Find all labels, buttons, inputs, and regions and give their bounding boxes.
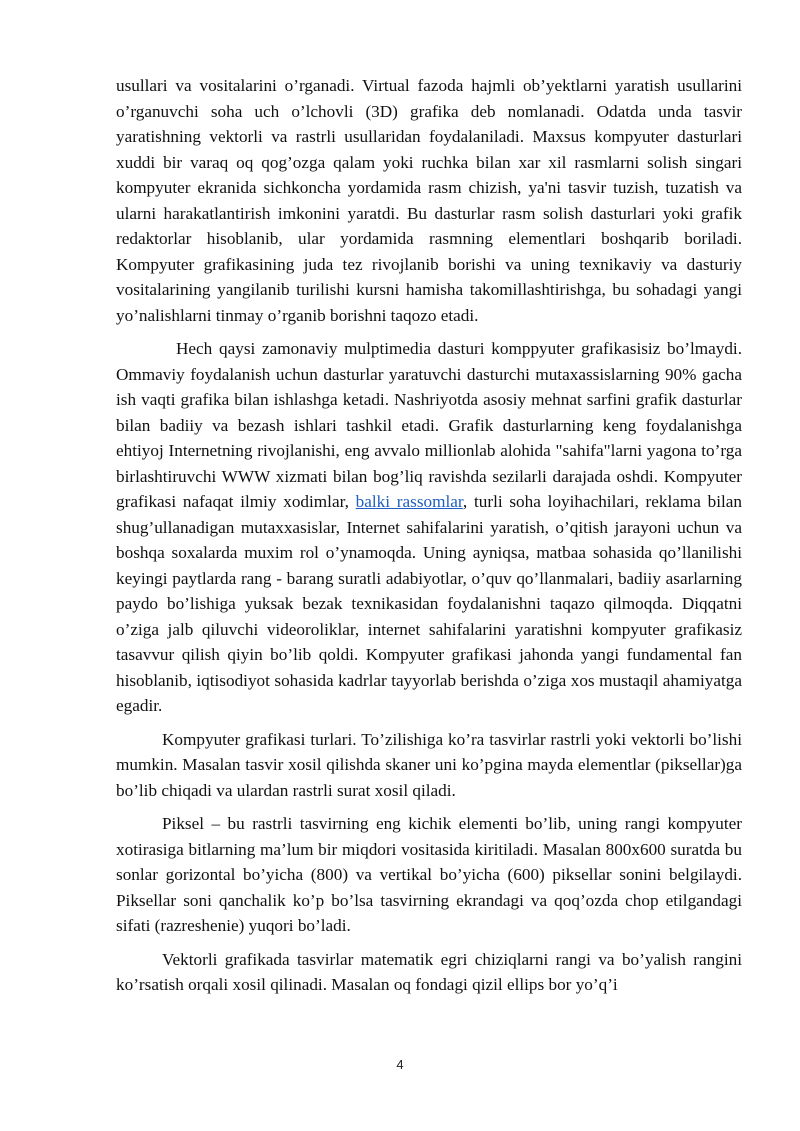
paragraph-4: Piksel – bu rastrli tasvirning eng kichik elementi bo’lib, uning rangi kompyuter xotirasiga bitlarning ma’lum bir miqdori vositasida kiritiladi. Masalan 800x600 suratda bu sonlar gorizontal bo’yicha (800) va vertikal bo’yicha (600) piksellar sonini belgilaydi. Piksellar soni qanchalik ko’p bo’lsa tasvirning ekrandagi va qoq’ozda chop etilgandagi sifati (razreshenie) yuqori bo’ladi.: [116, 814, 742, 935]
paragraph-3: Kompyuter grafikasi turlari. To’zilishiga ko’ra tasvirlar rastrli yoki vektorli bo’lishi mumkin. Masalan tasvir xosil qilishda skaner uni ko’pgina mayda elementlar (piksellar)ga bo’lib chiqadi va ulardan rastrli surat xosil qiladi.: [116, 729, 742, 800]
rassomlar-link[interactable]: balki rassomlar: [355, 492, 463, 511]
page-number: 4: [396, 1057, 404, 1072]
paragraph-5: Vektorli grafikada tasvirlar matematik egri chiziqlarni rangi va bo’yalish rangini ko’rsatish orqali xosil qilinadi. Masalan oq fondagi qizil ellips bor yo’q’i: [116, 949, 742, 994]
paragraph-1: usullari va vositalarini o’rganadi. Virtual fazoda hajmli ob’yektlarni yaratish usullarini o’rganuvchi soha uch o’lchovli (3D) grafika deb nomlanadi. Odatda unda tasvir yaratishning vektorli va rastrli usullaridan foydalaniladi. Maxsus kompyuter dasturlari xuddi bir varaq oq qog’ozga qalam yoki ruchka bilan xar xil rasmlarni solish singari kompyuter ekranida sichkoncha yordamida rasm chizish, ya'ni tasvir tuzish, tuzatish va ularni harakatlantirish imkonini yaratdi. Bu dasturlar rasm solish dasturlari yoki grafik redaktorlar hisoblanib, ular yordamida rasmning elementlari boshqarib boriladi. Kompyuter grafikasining juda tez rivojlanib borishi va uning texnikaviy va dasturiy vositalarining yangilanib turilishi kursni hamisha takomillashtirishga, bu sohadagi yangi yo’nalishlarni tinmay o’rganib borishni taqozo etadi.: [116, 76, 742, 325]
paragraph-2: [116, 336, 742, 719]
paragraph-2-part-2: , turli soha loyihachilari, reklama bilan shug’ullanadigan mutaxxasislar, Internet sahifalarini yaratish, o’qitish jarayoni uchun va boshqa soxalarda muxim rol o’ynamoqda. Uning ayniqsa, matbaa sohasida qo’llanilishi keyingi paytlarda rang - barang suratli adabiyotlar, o’quv qo’llanmalari, badiiy asarlarning paydo bo’lishiga yuksak bezak texnikasidan foydalanishni taqazo qilmoqda. Diqqatni o’ziga jalb qiluvchi videoroliklar, internet sahifalarini yaratishni kompyuter grafikasiz tasavvur qilish qiyin bo’lib qoldi. Kompyuter grafikasi jahonda yangi fundamental fan hisoblanib, iqtisodiyot sohasida kadrlar tayyorlab berishda o’ziga xos mustaqil ahamiyatga egadir.: [116, 492, 742, 715]
body-text: [116, 73, 742, 1006]
paragraph-2-part-1: Hech qaysi zamonaviy mulptimedia dasturi komppyuter grafikasisiz bo’lmaydi. Ommaviy foydalanish uchun dasturlar yaratuvchi dasturchi mutaxassislarning 90% gacha ish vaqti grafika bilan ishlashga ketadi. Nashriyotda asosiy mehnat sarfini grafik dasturlar bilan badiiy va bezash ishlari tashkil etadi. Grafik dasturlarning keng foydalanishga ehtiyoj Internetning rivojlanishi, eng avvalo millionlab alohida "sahifa"larni yagona to’rga birlashtiruvchi WWW xizmati bilan bog’liq ravishda sezilarli darajada oshdi. Kompyuter grafikasi nafaqat ilmiy xodimlar,: [116, 339, 742, 511]
